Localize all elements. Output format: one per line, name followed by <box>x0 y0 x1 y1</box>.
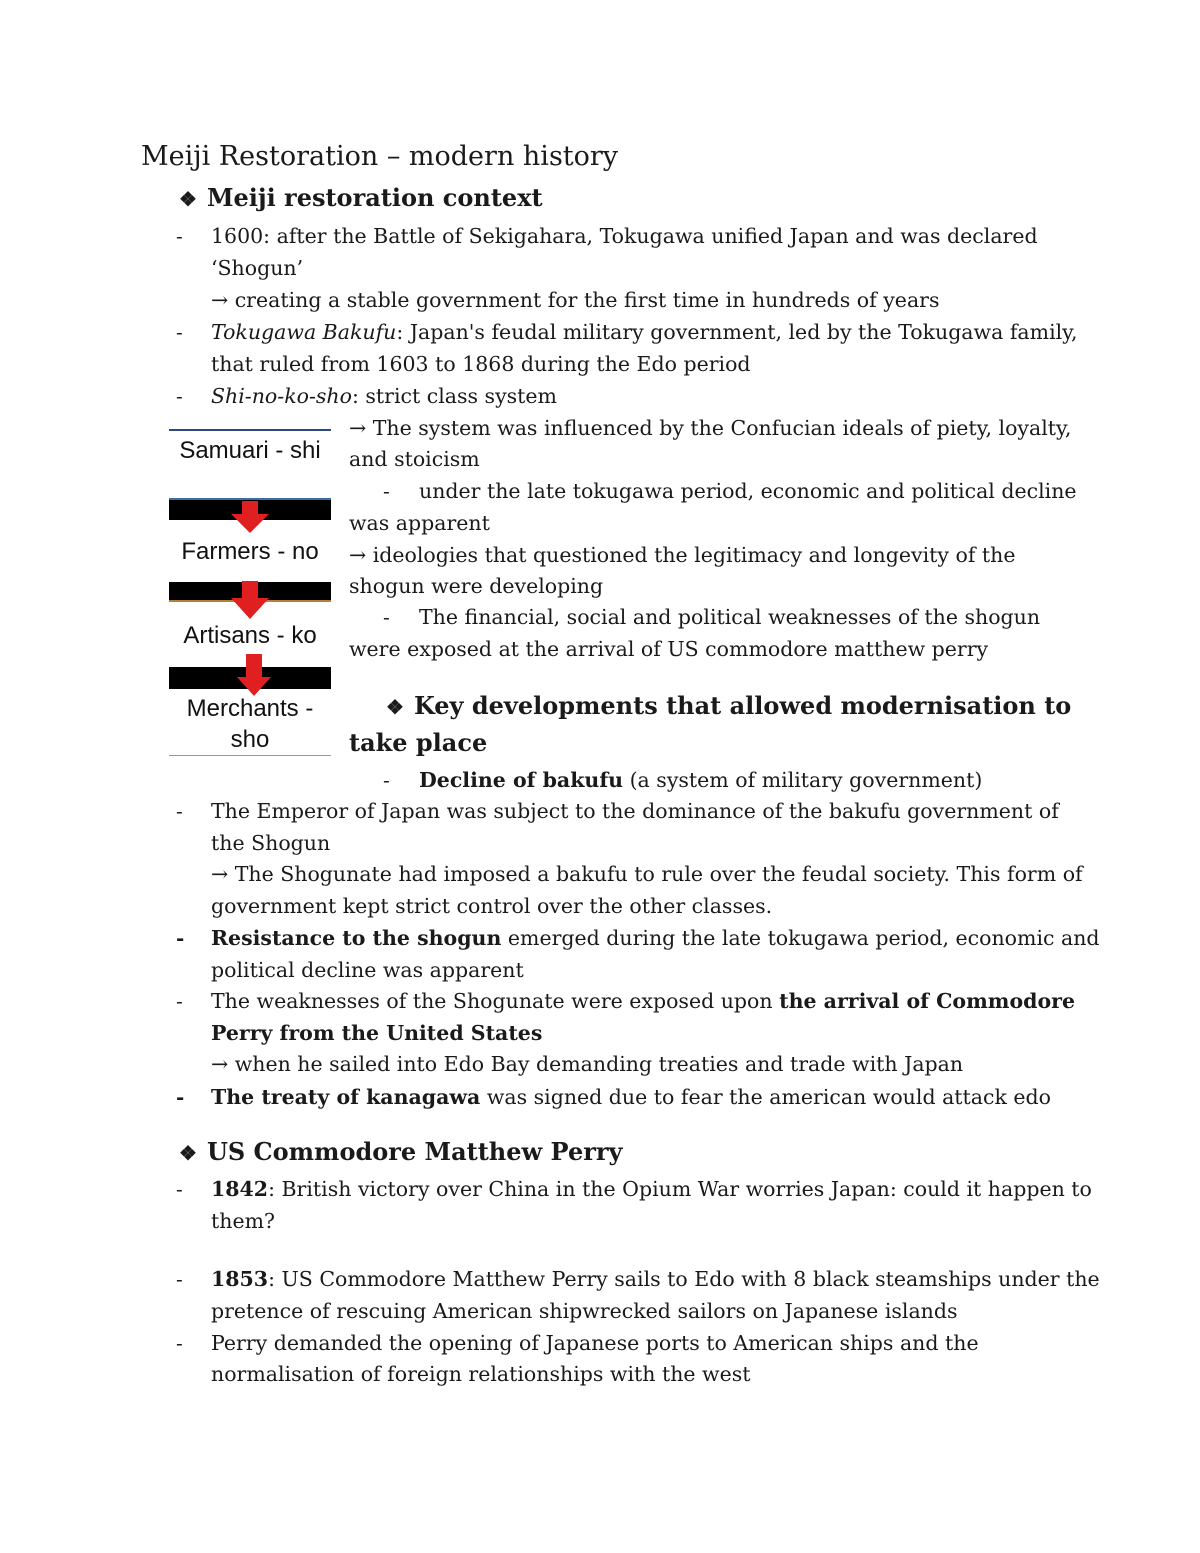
list-item-line: normalisation of foreign relationships with the west <box>211 1362 751 1386</box>
list-item-line: The treaty of kanagawa was signed due to fear the american would attack edo <box>211 1085 1052 1109</box>
list-item-line: 1600: after the Battle of Sekigahara, Tokugawa unified Japan and was declared <box>211 224 1038 248</box>
list-item-line: political decline was apparent <box>211 958 524 982</box>
paragraph-line: and stoicism <box>349 447 480 471</box>
list-dash: - <box>176 989 183 1013</box>
subheading-line: Decline of bakufu (a system of military government) <box>419 768 983 792</box>
list-dash: - <box>176 224 183 248</box>
class-label: Samuari - shi <box>179 437 321 464</box>
class-label: Artisans - ko <box>183 622 317 649</box>
list-item-line: → when he sailed into Edo Bay demanding treaties and trade with Japan <box>211 1052 964 1076</box>
list-item-line: The weaknesses of the Shogunate were exposed upon the arrival of Commodore <box>211 989 1075 1013</box>
section-heading-context <box>179 183 543 212</box>
list-dash: - <box>383 605 390 629</box>
section-heading-text: Meiji restoration context <box>206 183 543 212</box>
paragraph-line: was apparent <box>349 511 490 535</box>
list-item-line: Perry demanded the opening of Japanese ports to American ships and the <box>211 1331 979 1355</box>
class-label: Farmers - no <box>181 538 319 565</box>
list-dash: - <box>176 1085 185 1109</box>
down-arrow-icon <box>231 581 269 619</box>
paragraph-line: were exposed at the arrival of US commodore matthew perry <box>349 637 989 661</box>
list-dash: - <box>383 479 390 503</box>
list-item-line: government kept strict control over the other classes. <box>211 894 773 918</box>
class-hierarchy-diagram <box>169 425 331 760</box>
paragraph-line: The financial, social and political weaknesses of the shogun <box>419 605 1041 629</box>
list-dash: - <box>383 768 390 792</box>
list-dash: - <box>176 384 183 408</box>
list-item-line: → The Shogunate had imposed a bakufu to rule over the feudal society. This form of <box>211 862 1083 886</box>
class-label: Merchants - sho <box>186 695 314 753</box>
term: Tokugawa Bakufu <box>211 320 397 344</box>
down-arrow-icon <box>237 654 271 696</box>
list-item-line: → creating a stable government for the first time in hundreds of years <box>211 288 940 312</box>
down-arrow-icon <box>231 501 269 533</box>
list-item-line: Resistance to the shogun emerged during the late tokugawa period, economic and <box>211 926 1100 950</box>
divider <box>169 429 331 431</box>
diamond-bullet-icon: ❖ <box>386 695 404 719</box>
paragraph-line: shogun were developing <box>349 574 604 598</box>
list-item-line: The Emperor of Japan was subject to the dominance of the bakufu government of <box>211 799 1059 823</box>
paragraph-line: under the late tokugawa period, economic and political decline <box>419 479 1077 503</box>
term: Shi-no-ko-sho <box>211 384 352 408</box>
section-heading-perry: ❖ US Commodore Matthew Perry <box>179 1137 623 1166</box>
list-dash: - <box>176 320 183 344</box>
list-item-line: 1842: British victory over China in the Opium War worries Japan: could it happen to <box>211 1177 1092 1201</box>
list-item-line: 1853: US Commodore Matthew Perry sails to Edo with 8 black steamships under the <box>211 1267 1100 1291</box>
list-item-line: pretence of rescuing American shipwrecked sailors on Japanese islands <box>211 1299 958 1323</box>
page-title: Meiji Restoration – modern history <box>141 141 619 172</box>
diamond-bullet-icon: ❖ <box>179 1141 197 1165</box>
list-dash: - <box>176 1267 183 1291</box>
list-dash: - <box>176 1331 183 1355</box>
section-heading-continued: take place <box>349 728 488 757</box>
list-dash: - <box>176 1177 183 1201</box>
list-item-line: the Shogun <box>211 831 331 855</box>
paragraph-line: → ideologies that questioned the legitimacy and longevity of the <box>349 543 1016 567</box>
list-dash: - <box>176 926 185 950</box>
list-item-line: ‘Shogun’ <box>211 256 304 280</box>
divider <box>169 755 331 756</box>
paragraph-line: → The system was influenced by the Confucian ideals of piety, loyalty, <box>349 416 1072 440</box>
list-item-line: that ruled from 1603 to 1868 during the Edo period <box>211 352 751 376</box>
section-heading-developments: ❖ Key developments that allowed modernisation to <box>386 691 1072 720</box>
list-dash: - <box>176 799 183 823</box>
list-item-line: Shi-no-ko-sho: strict class system <box>211 384 557 408</box>
diamond-bullet-icon: ❖ <box>179 187 197 211</box>
list-item-line: them? <box>211 1209 276 1233</box>
list-item-line: Perry from the United States <box>211 1021 543 1045</box>
list-item-line: Tokugawa Bakufu: Japan's feudal military government, led by the Tokugawa family, <box>211 320 1078 344</box>
